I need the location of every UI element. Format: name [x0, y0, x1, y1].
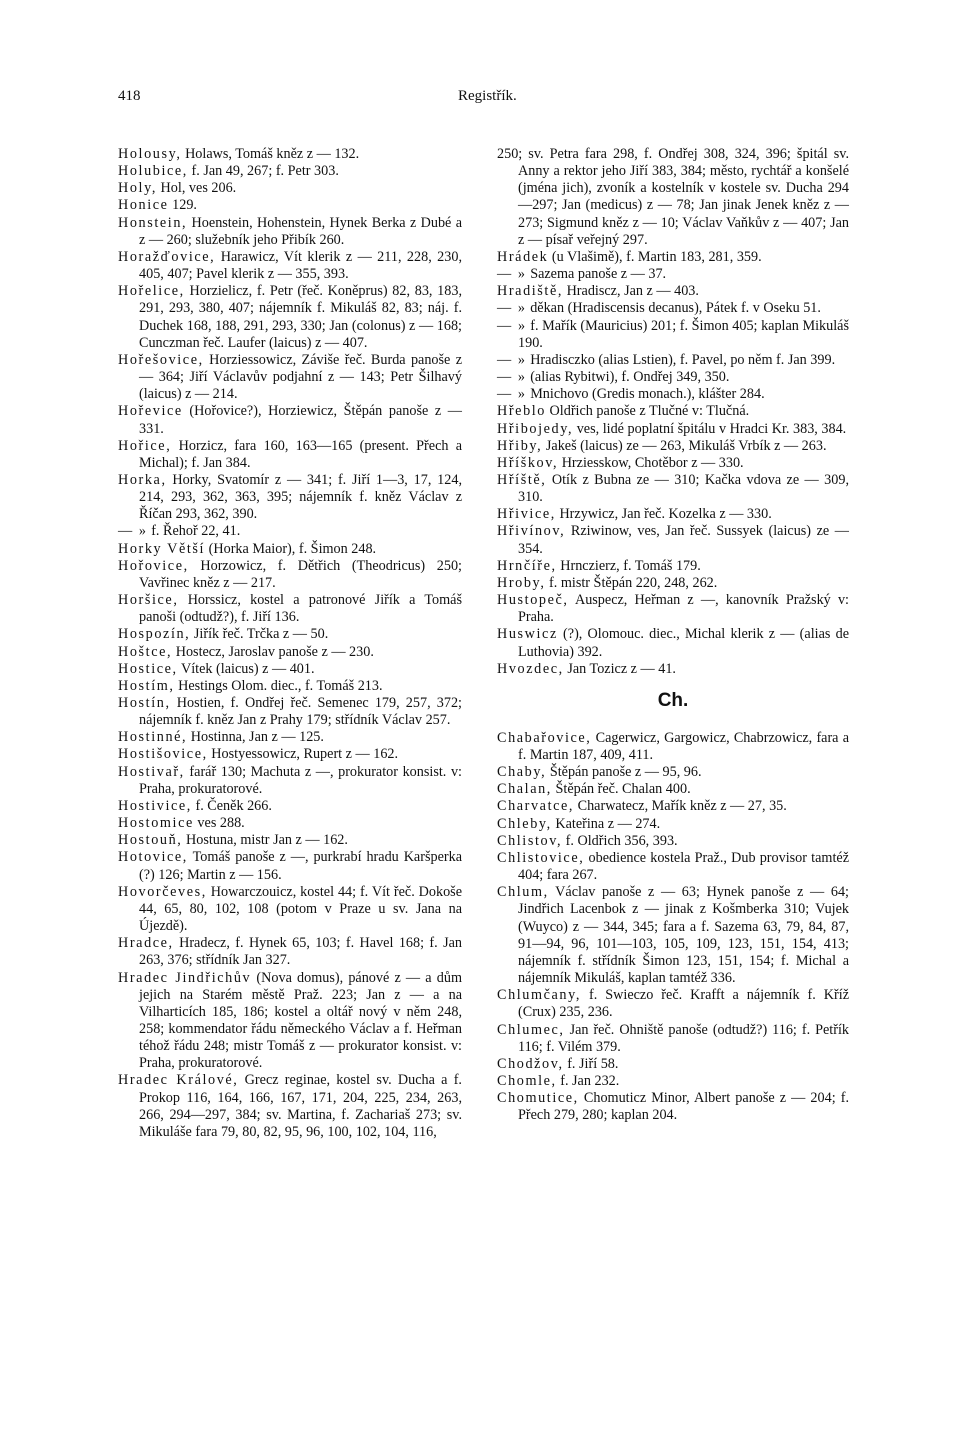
- entry-text: Hrziesskow, Chotěbor z — 330.: [558, 454, 744, 471]
- index-entry: [497, 146, 849, 249]
- index-entry: [497, 1022, 849, 1056]
- index-entry: [497, 369, 849, 386]
- index-entry: [118, 729, 462, 746]
- index-entry: [497, 283, 849, 300]
- index-entry: [118, 764, 462, 798]
- entry-text: Hol, ves 206.: [157, 180, 237, 197]
- entry-text: Hrnczierz, f. Tomáš 179.: [556, 557, 701, 574]
- entry-headword: Horažďovice,: [118, 248, 216, 265]
- entry-text: Rziwinow, ves, Jan řeč. Sussyek (laicus) ze — 354.: [518, 523, 849, 557]
- entry-text: obedience kostela Praž., Dub provisor tamtéž 404; fara 267.: [518, 849, 849, 884]
- entry-headword: Hustopeč,: [497, 592, 569, 609]
- index-entry: [497, 455, 849, 472]
- entry-text: (alias Rybitwi), f. Ondřej 349, 350.: [526, 369, 730, 386]
- entry-text: Hradiscz, Jan z — 403.: [563, 283, 699, 300]
- entry-text: Howarczouicz, kostel 44; f. Vít řeč. Dokoše 44, 65, 80, 102, 108 (potom v Praze u sv. Jana na Újezdě).: [139, 883, 462, 935]
- entry-text: f. Swieczo řeč. Krafft a nájemník f. Kříž (Crux) 235, 236.: [518, 987, 849, 1021]
- entry-headword: — »: [497, 266, 527, 283]
- right-column-ch-entries: [497, 730, 849, 1125]
- entry-text: Hoenstein, Hohenstein, Hynek Berka z Dubé a z — 260; služebník jeho Přibík 260.: [139, 214, 462, 248]
- entry-text: f. Čeněk 266.: [191, 797, 272, 814]
- index-entry: [497, 764, 849, 781]
- index-entry: [497, 506, 849, 523]
- index-entry: [118, 935, 462, 969]
- entry-text: Holaws, Tomáš kněz z — 132.: [181, 146, 360, 162]
- entry-headword: Hrnčíře,: [497, 557, 557, 574]
- entry-headword: Hotovice,: [118, 849, 188, 866]
- entry-headword: Hostivice,: [118, 797, 192, 814]
- index-entry: [118, 884, 462, 935]
- left-column: [118, 146, 462, 1141]
- entry-headword: Hříště,: [497, 471, 547, 488]
- entry-text: Hostyessowicz, Rupert z — 162.: [207, 746, 399, 763]
- entry-text: Cagerwicz, Gargowicz, Chabrzowicz, fara a f. Martin 187, 409, 411.: [518, 729, 849, 763]
- index-entry: [497, 386, 849, 403]
- entry-text: Jiřík řeč. Trčka z — 50.: [190, 626, 329, 643]
- entry-headword: Holy,: [118, 180, 157, 197]
- entry-headword: — »: [497, 386, 527, 403]
- index-entry: [497, 352, 849, 369]
- index-entry: [497, 626, 849, 660]
- index-entry: [497, 987, 849, 1021]
- index-entry: [497, 816, 849, 833]
- entry-text: Jan Tozicz z — 41.: [563, 660, 676, 677]
- index-entry: [497, 575, 849, 592]
- entry-headword: Hradce,: [118, 935, 174, 952]
- entry-headword: Chlistovice,: [497, 849, 585, 866]
- entry-headword: Hroby,: [497, 574, 546, 591]
- index-entry: [497, 1073, 849, 1090]
- entry-headword: Hřiby,: [497, 437, 543, 454]
- entry-headword: Horky Větší: [118, 540, 206, 557]
- entry-headword: Chlum,: [497, 884, 549, 901]
- entry-text: Horssicz, kostel a patronové Jiřík a Tomáš panoši (odtudž?), f. Jiří 136.: [139, 592, 462, 626]
- entry-text: (u Vlašimě), f. Martin 183, 281, 359.: [548, 248, 762, 265]
- entry-text: Sazema panoše z — 37.: [526, 266, 667, 283]
- entry-text: f. Řehoř 22, 41.: [147, 523, 241, 540]
- entry-text: Štěpán panoše z — 95, 96.: [546, 764, 702, 781]
- index-entry: [118, 832, 462, 849]
- index-entry: [118, 523, 462, 540]
- right-column: [497, 146, 849, 1124]
- entry-headword: Hoštce,: [118, 643, 173, 660]
- index-entry: [497, 833, 849, 850]
- index-entry: [118, 352, 462, 403]
- index-entry: [118, 180, 462, 197]
- entry-text: Grecz reginae, kostel sv. Ducha a f. Prokop 116, 164, 166, 167, 171, 204, 225, 234, 263, 266, 294—297, 384; sv. Martina, f. Zachariaš 273; sv. Mikuláše fara 79, 80, 82, 95, 96, 100, 102, 104, 116,: [139, 1072, 462, 1140]
- entry-headword: Hřeblo: [497, 403, 546, 420]
- page-number: 418: [118, 88, 141, 104]
- entry-headword: Chlistov,: [497, 832, 563, 849]
- entry-text: Mnichovo (Gredis monach.), klášter 284.: [526, 386, 765, 403]
- entry-text: Chomuticz Minor, Albert panoše z — 204; f. Přech 279, 280; kaplan 204.: [518, 1090, 849, 1124]
- entry-text: Oldřich panoše z Tlučné v: Tlučná.: [546, 403, 750, 420]
- entry-text: f. Jiří 58.: [563, 1055, 619, 1072]
- entry-text: ves, lidé poplatní špitálu v Hradci Kr. 383, 384.: [573, 420, 847, 437]
- entry-text: Hestings Olom. diec., f. Tomáš 213.: [174, 677, 383, 694]
- index-entry: [118, 626, 462, 643]
- entry-text: (Hořovice?), Horziewicz, Štěpán panoše z — 331.: [139, 403, 462, 437]
- index-entry: [118, 163, 462, 180]
- entry-text: Horzicz, fara 160, 163—165 (present. Přech a Michal); f. Jan 384.: [139, 437, 462, 471]
- index-entry: [497, 403, 849, 420]
- entry-text: f. Mařík (Mauricius) 201; f. Šimon 405; kaplan Mikuláš 190.: [518, 317, 849, 351]
- index-entry: [118, 849, 462, 883]
- index-entry: [497, 850, 849, 884]
- entry-headword: Hostomice: [118, 815, 194, 832]
- index-entry: [118, 798, 462, 815]
- entry-text: (?), Olomouc. diec., Michal klerik z — (alias de Luthovia) 392.: [518, 626, 849, 660]
- entry-text: (Horka Maior), f. Šimon 248.: [205, 540, 377, 557]
- index-entry: [497, 884, 849, 987]
- entry-headword: Honice: [118, 197, 169, 214]
- index-entry: [497, 781, 849, 798]
- entry-text: Horky, Svatomír z — 341; f. Jiří 1—3, 17, 124, 214, 293, 362, 363, 395; nájemník f. kněz Václav z Říčan 293, 362, 390.: [139, 471, 462, 523]
- entry-headword: Hořelice,: [118, 283, 185, 300]
- entry-text: Auspecz, Heřman z —, kanovník Pražský v: Praha.: [518, 592, 849, 626]
- entry-headword: Chodžov,: [497, 1055, 564, 1072]
- entry-headword: — »: [497, 317, 527, 334]
- entry-headword: Hradec Jindřichův: [118, 969, 252, 986]
- entry-headword: Hořice,: [118, 437, 172, 454]
- entry-headword: Hvozdec,: [497, 660, 564, 677]
- entry-headword: — »: [497, 351, 527, 368]
- entry-headword: Hostinné,: [118, 729, 188, 746]
- running-head: Registřík.: [458, 88, 517, 104]
- entry-headword: Hostouň,: [118, 832, 183, 849]
- entry-text: f. Jan 49, 267; f. Petr 303.: [187, 163, 339, 180]
- index-entry: [118, 215, 462, 249]
- entry-text: Harawicz, Vít klerik z — 211, 228, 230, 405, 407; Pavel klerik z — 355, 393.: [139, 248, 462, 283]
- entry-text: Hrzywicz, Jan řeč. Kozelka z — 330.: [555, 506, 772, 523]
- index-entry: [497, 798, 849, 815]
- entry-text: Hradisczko (alias Lstien), f. Pavel, po něm f. Jan 399.: [526, 351, 836, 368]
- entry-headword: Hradiště,: [497, 283, 564, 300]
- entry-text: Tomáš panoše z —, purkrabí hradu Karšperka (?) 126; Martin z — 156.: [139, 849, 462, 883]
- index-entry: [118, 146, 462, 163]
- index-entry: [118, 558, 462, 592]
- entry-headword: Horšice,: [118, 592, 179, 609]
- index-entry: [118, 249, 462, 283]
- entry-headword: Holubice,: [118, 163, 188, 180]
- index-entry: [497, 730, 849, 764]
- entry-text: Hostecz, Jaroslav panoše z — 230.: [172, 643, 374, 660]
- entry-headword: Hradec Králové,: [118, 1072, 239, 1089]
- entry-text: děkan (Hradiscensis decanus), Pátek f. v Oseku 51.: [526, 300, 821, 317]
- index-entry: [118, 661, 462, 678]
- index-entry: [118, 815, 462, 832]
- index-entry: [497, 472, 849, 506]
- entry-headword: — »: [118, 523, 148, 540]
- index-entry: [497, 523, 849, 557]
- entry-text: Jan řeč. Ohniště panoše (odtudž?) 116; f. Petřík 116; f. Vilém 379.: [518, 1021, 849, 1055]
- entry-headword: Hospozín,: [118, 626, 191, 643]
- entry-text: Horzielicz, f. Petr (řeč. Koněprus) 82, 83, 183, 291, 293, 380, 407; nájemník f. Mikuláš 82, 83; náj. f. Duchek 168, 188, 291, 293, 330; Jan (colonus) z — 168; Cunczman řeč. Laufer (laicus) z — 407.: [139, 283, 462, 351]
- entry-text: Kateřina z — 274.: [551, 815, 661, 832]
- entry-text: Otík z Bubna ze — 310; Kačka vdova ze — 309, 310.: [518, 471, 849, 506]
- entry-headword: Hrádek: [497, 248, 549, 265]
- entry-text: Vítek (laicus) z — 401.: [177, 660, 315, 677]
- index-entry: [118, 695, 462, 729]
- entry-headword: Hořešovice,: [118, 351, 204, 368]
- entry-headword: Chomle,: [497, 1072, 557, 1089]
- index-entry: [497, 266, 849, 283]
- entry-headword: Hřibojedy,: [497, 420, 574, 437]
- entry-text: Hradecz, f. Hynek 65, 103; f. Havel 168; f. Jan 263, 376; střídník Jan 327.: [139, 935, 462, 969]
- section-heading-ch: Ch.: [657, 689, 689, 711]
- entry-headword: Hořevice: [118, 403, 183, 420]
- entry-headword: — »: [497, 369, 527, 386]
- entry-headword: Chlumec,: [497, 1021, 565, 1038]
- entry-headword: Hříškov,: [497, 454, 559, 471]
- index-entry: [497, 318, 849, 352]
- entry-headword: Chaby,: [497, 764, 547, 781]
- entry-text: Hostinna, Jan z — 125.: [187, 729, 324, 746]
- index-entry: [497, 438, 849, 455]
- entry-text: f. Jan 232.: [556, 1072, 620, 1089]
- entry-headword: — »: [497, 300, 527, 317]
- entry-text: Václav panoše z — 63; Hynek panoše z — 64; Jindřich Lacenbok z — jinak z Košmberka 310; Vujek (Wuyco) z — 344, 345; fara a f. Sazema 63, 79, 84, 87, 91—94, 96, 101—103, 105, 109, 123, 151, 154, 413; nájemník f. střídník Šimon 123, 151, 154; f. Michal a nájemník Mikuláš, kaplan tamtéž 336.: [518, 884, 849, 987]
- entry-headword: Hostín,: [118, 695, 171, 711]
- entry-headword: Chlumčany,: [497, 987, 582, 1004]
- entry-text: Charwatecz, Mařík kněz z — 27, 35.: [574, 798, 787, 815]
- index-entry: [118, 644, 462, 661]
- index-entry: [497, 1056, 849, 1073]
- right-column-h-entries: [497, 146, 849, 678]
- entry-headword: Huswicz: [497, 626, 558, 643]
- index-entry: [118, 970, 462, 1073]
- entry-headword: Hořovice,: [118, 557, 189, 574]
- index-entry: [118, 1072, 462, 1141]
- index-entry: [118, 283, 462, 352]
- entry-text: (Nova domus), pánové z — a dům jejich na Starém městě Praž. 223; Jan z — a na Vilharticích 185, 186; kostel a oltář nový v něm 248, 258; kommendator řádu německého Václav a f. Heřman téhož řádu 248; mistr Tomáš z — prokurator konsist. v: Praha, prokuratorové.: [139, 969, 462, 1072]
- entry-headword: Hostivař,: [118, 763, 185, 780]
- entry-text: f. mistr Štěpán 220, 248, 262.: [545, 574, 718, 591]
- index-entry: [497, 1090, 849, 1124]
- index-entry: [497, 558, 849, 575]
- entry-headword: Chabařovice,: [497, 729, 592, 746]
- page-header: [118, 88, 836, 112]
- entry-text: Štěpán řeč. Chalan 400.: [551, 781, 691, 798]
- index-entry: [118, 541, 462, 558]
- entry-headword: Hovorčeves,: [118, 883, 207, 900]
- index-entry: [497, 661, 849, 678]
- index-entry: [497, 249, 849, 266]
- index-entry: [118, 197, 462, 214]
- index-entry: [118, 438, 462, 472]
- entry-text: Jakeš (laicus) ze — 263, Mikuláš Vrbík z — 263.: [542, 437, 827, 454]
- entry-headword: Chleby,: [497, 815, 552, 832]
- entry-text: Horziessowicz, Záviše řeč. Burda panoše z — 364; Jiří Václavův podjahní z — 143; Petr Šilhavý (laicus) z — 214.: [139, 351, 462, 403]
- index-entry: [118, 746, 462, 763]
- index-entry: [118, 403, 462, 437]
- entry-headword: Charvatce,: [497, 798, 575, 815]
- entry-headword: Honstein,: [118, 214, 188, 231]
- index-entry: [118, 678, 462, 695]
- entry-text: ves 288.: [193, 815, 245, 832]
- entry-text: 129.: [168, 197, 197, 214]
- index-entry: [118, 472, 462, 523]
- entry-headword: Holousy,: [118, 146, 182, 162]
- index-entry: [497, 421, 849, 438]
- index-entry: [497, 300, 849, 317]
- entry-text: Hostien, f. Ondřej řeč. Semenec 179, 257, 372; nájemník f. kněz Jan z Prahy 179; střídník Václav 257.: [139, 695, 462, 729]
- entry-text: Horzowicz, f. Dětřich (Theodricus) 250; Vavřinec kněz z — 217.: [139, 557, 462, 591]
- index-entry: [118, 592, 462, 626]
- entry-headword: Hostice,: [118, 660, 178, 677]
- entry-text: 250; sv. Petra fara 298, f. Ondřej 308, 324, 396; špitál sv. Anny a rektor jeho Jiří 383, 384; město, rychtář a konšelé (jména jich), zvoník a kostelník v kostele sv. Ducha 294—297; Jan (medicus) z — 78; Jan jinak Jenek kněz z — 273; Sigmund kněz z — 10; Václav Vaňkův z — 407; Jan z — písař veřejný 297.: [497, 146, 849, 248]
- entry-headword: Chalan,: [497, 781, 552, 798]
- entry-headword: Hostím,: [118, 677, 175, 694]
- entry-headword: Hřivice,: [497, 506, 556, 523]
- entry-text: farář 130; Machuta z —, prokurator konsist. v: Praha, prokuratorové.: [139, 763, 462, 797]
- entry-text: Hostuna, mistr Jan z — 162.: [182, 832, 348, 849]
- entry-headword: Horka,: [118, 471, 167, 488]
- index-entry: [497, 592, 849, 626]
- entry-headword: Chomutice,: [497, 1090, 579, 1107]
- entry-headword: Hřivínov,: [497, 523, 566, 540]
- entry-text: f. Oldřich 356, 393.: [562, 832, 678, 849]
- entry-headword: Hostišovice,: [118, 746, 208, 763]
